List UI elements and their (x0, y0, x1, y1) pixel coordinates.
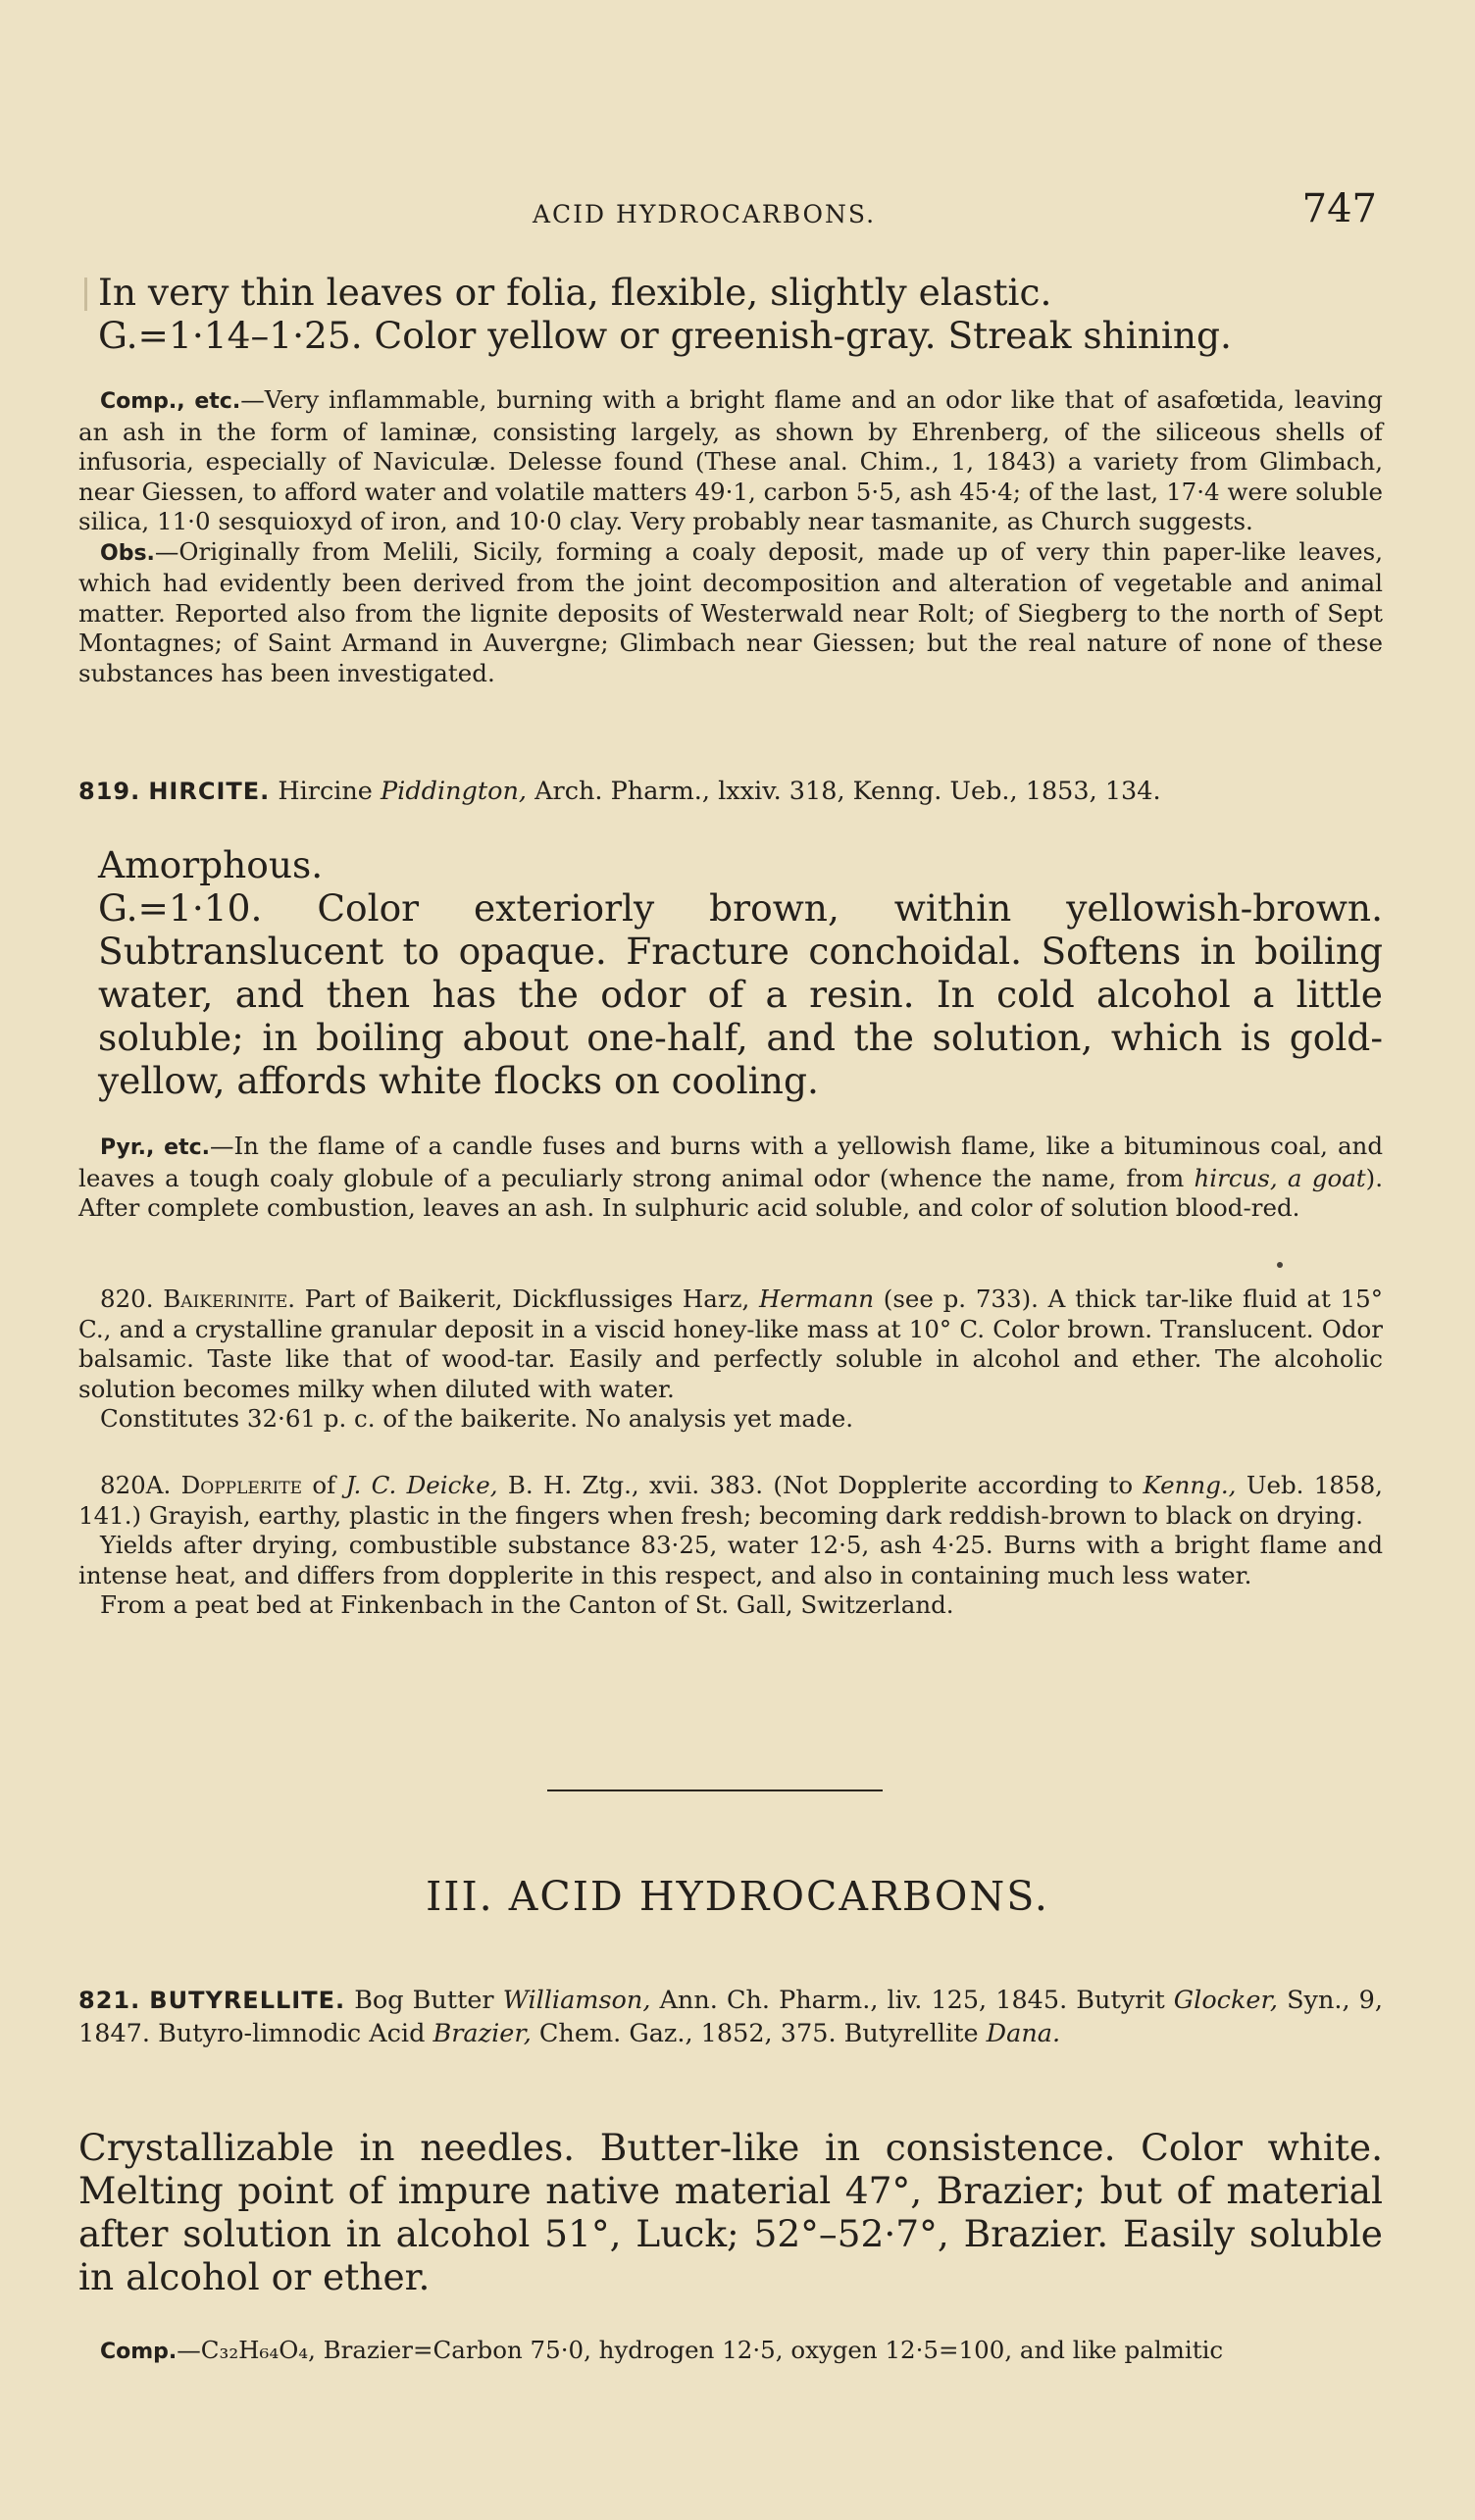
description-block-3 (78, 2126, 1383, 2298)
obs-label: Obs. (100, 540, 155, 566)
entry-number: 820A. (100, 1471, 172, 1499)
entry-name: HIRCITE. (148, 778, 271, 805)
section-divider (547, 1789, 883, 1791)
ink-dot (1277, 1262, 1283, 1268)
pyrognostics-paragraph (78, 1132, 1383, 1224)
comp-text: —C₃₂H₆₄O₄, Brazier=Carbon 75·0, hydrogen 12·5, oxygen 12·5=100, and like palmitic (177, 2336, 1224, 2364)
entry-text: of (312, 1471, 336, 1499)
entry-text: Ueb. 1858, 141.) Grayish, earthy, plastic in the fingers when fresh; becoming dark reddish-brown to black on drying. (78, 1471, 1383, 1530)
synonym-author: Piddington, (381, 777, 528, 806)
synonym-name: Hircine (278, 777, 373, 806)
page-number: 747 (1301, 186, 1377, 231)
entry-820 (78, 1285, 1383, 1435)
entry-name: Dopplerite (180, 1471, 303, 1499)
synonym-text: Bog Butter (354, 1986, 494, 2015)
entry-note: Yields after drying, combustible substance 83·25, water 12·5, ash 4·25. Burns with a bright flame and intense heat, and differs from dopplerite in this respect, and also in containing much less water. (78, 1531, 1383, 1589)
synonym-text: Syn., 9, 1847. Butyro-limnodic Acid (78, 1986, 1383, 2048)
entry-text: B. H. Ztg., xvii. 383. (Not Dopplerite according to (507, 1471, 1134, 1499)
entry-name: BUTYRELLITE. (149, 1987, 346, 2014)
description-block-2 (98, 843, 1383, 1102)
margin-mark (84, 277, 87, 311)
synonym-author: Dana. (986, 2019, 1061, 2048)
entry-author: Hermann (759, 1285, 875, 1313)
pyr-label: Pyr., etc. (100, 1135, 210, 1160)
description-line: Amorphous. (98, 843, 324, 886)
entry-number: 820. (100, 1285, 154, 1313)
comp-label: Comp., etc. (100, 389, 241, 414)
synonym-reference: Arch. Pharm., lxxiv. 318, Kenng. Ueb., 1853, 134. (534, 777, 1161, 806)
description-block-1 (98, 271, 1383, 357)
synonym-author: Williamson, (502, 1986, 651, 2015)
entry-820a (78, 1471, 1383, 1621)
entry-number: 819. (78, 778, 141, 805)
pyr-text: —In the flame of a candle fuses and burns with a yellowish flame, like a bituminous coal, and leaves a tough coaly globule of a peculiarly strong animal odor (whence the name, from (78, 1132, 1384, 1192)
running-title: ACID HYDROCARBONS. (533, 200, 877, 228)
composition-paragraph-2 (78, 2336, 1383, 2368)
comp-text: —Very inflammable, burning with a bright flame and an odor like that of asafœtida, leaving an ash in the form of laminæ, consisting largely, as shown by Ehrenberg, of the siliceous shells of infusoria, especially of Naviculæ. Delesse found (These anal. Chim., 1, 1843) a variety from Glimbach, near Giessen, to afford water and volatile matters 49·1, carbon 5·5, ash 45·4; of the last, 17·4 were soluble silica, 11·0 sesquioxyd of iron, and 10·0 clay. Very probably near tasmanite, as Church suggests. (78, 385, 1383, 535)
running-head (78, 186, 1377, 235)
description-line: In very thin leaves or folia, flexible, slightly elastic. (98, 271, 1052, 314)
entry-text: (see p. 733). A thick tar-like fluid at 15° C., and a crystalline granular deposit in a viscid honey-like mass at 10° C. Color brown. Translucent. Odor balsamic. Taste like that of wood-tar. Easily and perfectly soluble in alcohol and ether. The alcoholic solution becomes milky when diluted with water. (78, 1285, 1383, 1403)
entry-number: 821. (78, 1987, 141, 2014)
synonym-text: Ann. Ch. Pharm., liv. 125, 1845. Butyrit (659, 1986, 1165, 2015)
section-heading: III. ACID HYDROCARBONS. (426, 1873, 1049, 1920)
synonym-author: Brazier, (432, 2019, 532, 2048)
entry-locality: From a peat bed at Finkenbach in the Canton of St. Gall, Switzerland. (100, 1590, 954, 1619)
pyr-etymology: hircus, a goat (1194, 1163, 1366, 1192)
entry-author: J. C. Deicke, (345, 1471, 498, 1499)
entry-821-heading (78, 1984, 1383, 2050)
composition-paragraph (78, 385, 1383, 688)
entry-name: Baikerinite. (163, 1285, 296, 1313)
pyr-text: ). After complete combustion, leaves an ash. In sulphuric acid soluble, and color of solution blood-red. (78, 1163, 1384, 1222)
description-line: G.=1·14–1·25. Color yellow or greenish-gray. Streak shining. (98, 314, 1232, 357)
synonym-text: Chem. Gaz., 1852, 375. Butyrellite (538, 2019, 979, 2048)
entry-reference: Kenng., (1143, 1471, 1237, 1499)
entry-text: Part of Baikerit, Dickflussiges Harz, (304, 1285, 750, 1313)
synonym-author: Glocker, (1173, 1986, 1278, 2015)
entry-819-heading (78, 777, 1383, 807)
obs-text: —Originally from Melili, Sicily, forming a coaly deposit, made up of very thin paper-like leaves, which had evidently been derived from the joint decomposition and alteration of vegetable and animal matter. Reported also from the lignite deposits of Westerwald near Rolt; of Siegberg to the north of Sept Montagnes; of Saint Armand in Auvergne; Glimbach near Giessen; but the real nature of none of these substances has been investigated. (78, 536, 1383, 687)
comp-label: Comp. (100, 2340, 178, 2364)
description-paragraph: G.=1·10. Color exteriorly brown, within yellowish-brown. Subtranslucent to opaque. Fracture conchoidal. Softens in boiling water, and then has the odor of a resin. In cold alcohol a little soluble; in boiling about one-half, and the solution, which is gold-yellow, affords white flocks on cooling. (98, 886, 1383, 1102)
description-paragraph: Crystallizable in needles. Butter-like in consistence. Color white. Melting point of impure native material 47°, Brazier; but of material after solution in alcohol 51°, Luck; 52°–52·7°, Brazier. Easily soluble in alcohol or ether. (78, 2126, 1383, 2298)
entry-note: Constitutes 32·61 p. c. of the baikerite. No analysis yet made. (100, 1404, 853, 1433)
